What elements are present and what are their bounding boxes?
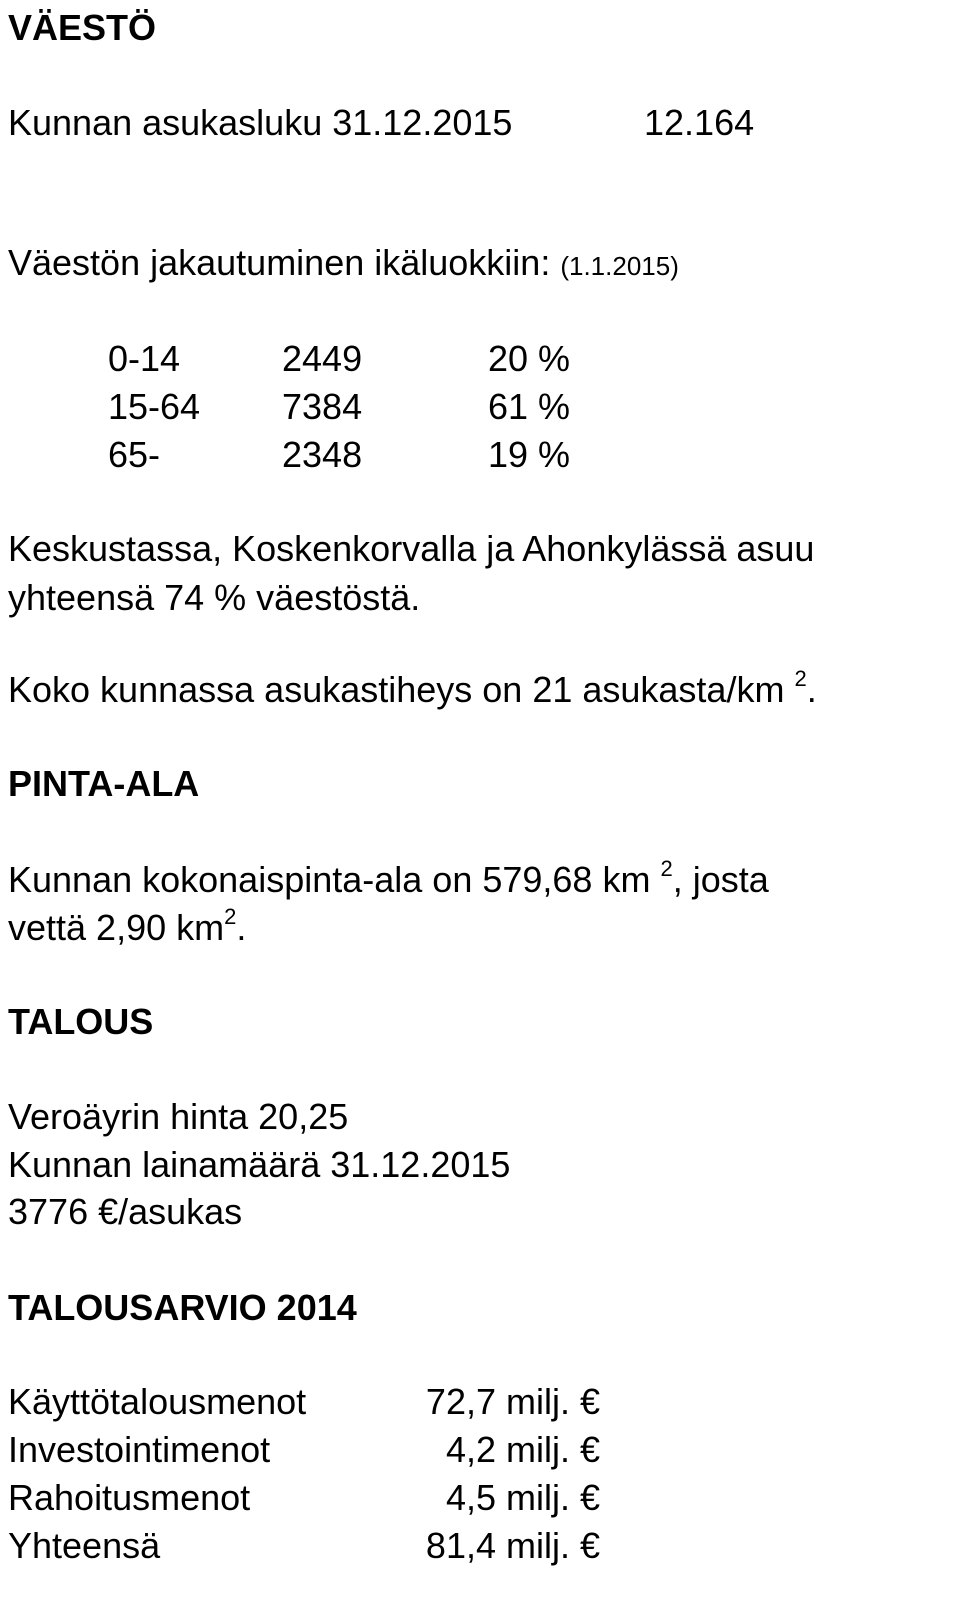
budget-value: 81,4 milj. € bbox=[425, 1525, 600, 1566]
area-line-2 bbox=[8, 906, 246, 950]
loan-per-capita: 3776 €/asukas bbox=[8, 1191, 243, 1232]
budget-row bbox=[8, 1426, 608, 1474]
age-range: 15-64 bbox=[108, 386, 201, 427]
budget-label: Rahoitusmenot bbox=[8, 1477, 251, 1518]
density-end: . bbox=[806, 669, 817, 710]
budget-label: Käyttötalousmenot bbox=[8, 1381, 307, 1422]
age-percent: 20 % bbox=[488, 338, 571, 379]
area-superscript: 2 bbox=[660, 856, 673, 881]
area-end: , josta bbox=[672, 859, 769, 900]
age-count: 2348 bbox=[282, 434, 363, 475]
age-group-row bbox=[108, 335, 628, 383]
budget-value: 4,5 milj. € bbox=[445, 1477, 600, 1518]
budget-label: Investointimenot bbox=[8, 1429, 271, 1470]
budget-label: Yhteensä bbox=[8, 1525, 161, 1566]
centers-line-2: yhteensä 74 % väestöstä. bbox=[8, 577, 421, 618]
age-range: 65- bbox=[108, 434, 161, 475]
section-heading-vaesto: VÄESTÖ bbox=[8, 7, 157, 48]
water-area-superscript: 2 bbox=[224, 904, 237, 929]
section-heading-talous: TALOUS bbox=[8, 1001, 154, 1042]
tax-rate: Veroäyrin hinta 20,25 bbox=[8, 1096, 349, 1137]
loan-label: Kunnan lainamäärä 31.12.2015 bbox=[8, 1144, 511, 1185]
age-count: 2449 bbox=[282, 338, 363, 379]
budget-value: 72,7 milj. € bbox=[425, 1381, 600, 1422]
age-count: 7384 bbox=[282, 386, 363, 427]
density-line bbox=[8, 668, 817, 712]
section-heading-pinta-ala: PINTA-ALA bbox=[8, 763, 200, 804]
area-line-1 bbox=[8, 858, 769, 902]
water-area-end: . bbox=[236, 907, 247, 948]
age-range: 0-14 bbox=[108, 338, 181, 379]
population-label: Kunnan asukasluku 31.12.2015 bbox=[8, 102, 513, 143]
distribution-date: (1.1.2015) bbox=[560, 251, 679, 281]
budget-row bbox=[8, 1474, 608, 1522]
age-percent: 19 % bbox=[488, 434, 571, 475]
density-superscript: 2 bbox=[794, 666, 807, 691]
density-text: Koko kunnassa asukastiheys on 21 asukasta/km bbox=[8, 669, 795, 710]
budget-row bbox=[8, 1378, 608, 1426]
budget-value: 4,2 milj. € bbox=[445, 1429, 600, 1470]
budget-row bbox=[8, 1522, 608, 1570]
water-area-text: vettä 2,90 km bbox=[8, 907, 225, 948]
population-value: 12.164 bbox=[644, 102, 755, 143]
distribution-label: Väestön jakautuminen ikäluokkiin: bbox=[8, 242, 551, 283]
section-heading-talousarvio: TALOUSARVIO 2014 bbox=[8, 1287, 357, 1328]
centers-line-1: Keskustassa, Koskenkorvalla ja Ahonkylässä asuu bbox=[8, 528, 815, 569]
area-text: Kunnan kokonaispinta-ala on 579,68 km bbox=[8, 859, 661, 900]
age-group-row bbox=[108, 383, 628, 431]
age-group-row bbox=[108, 431, 628, 479]
age-percent: 61 % bbox=[488, 386, 571, 427]
distribution-heading bbox=[8, 241, 679, 288]
